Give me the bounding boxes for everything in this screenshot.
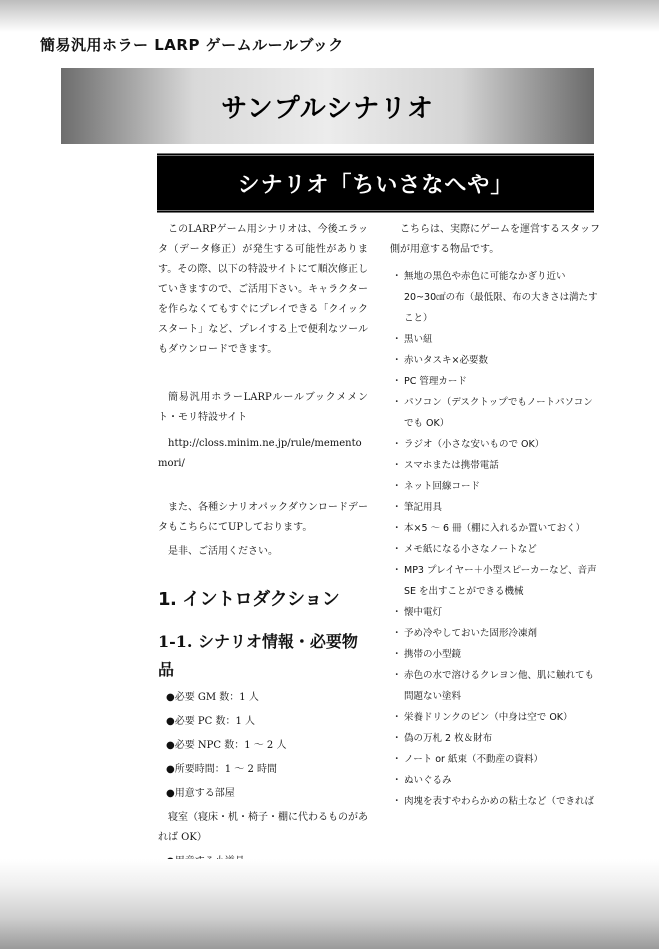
requirement-item: ●必要 NPC 数：1 〜 2 人 [166, 740, 287, 751]
bullet-icon: ・ [392, 397, 402, 408]
list-item-text: メモ紙になる小さなノートなど [404, 544, 537, 555]
bullet-icon: ・ [392, 376, 402, 387]
list-item-text: 懐中電灯 [404, 607, 443, 618]
please-use-text: 是非、ご活用ください。 [168, 546, 278, 557]
list-item [390, 392, 600, 434]
list-item [390, 728, 600, 749]
requirement-item: ●用意する部屋 [166, 788, 235, 799]
bullet-icon: ・ [392, 502, 402, 513]
section-banner [61, 68, 594, 144]
grunge-texture-top [0, 0, 659, 32]
list-item [390, 644, 600, 665]
list-item [390, 749, 600, 770]
list-item-text: 肉塊を表すやわらかめの粘土など（できれば [404, 796, 595, 807]
list-item [390, 665, 600, 707]
bullet-icon: ・ [392, 754, 402, 765]
list-item [390, 623, 600, 644]
list-item [390, 266, 600, 329]
bullet-icon: ・ [392, 733, 402, 744]
list-item [390, 329, 600, 350]
list-item-text: スマホまたは携帯電話 [404, 460, 499, 471]
list-item [390, 707, 600, 728]
requirement-item: ●必要 GM 数：1 人 [166, 692, 259, 703]
list-item [390, 518, 600, 539]
scenario-title: シナリオ「ちいさなへや」 [237, 172, 514, 198]
intro-paragraph: このLARPゲーム用シナリオは、今後エラッタ（データ修正）が発生する可能性があります。その際、以下の特設サイトにて順次修正していきますので、ご活用下さい。キャラクターを作らなくてもすぐにプレイできる「クイックスタート」など、プレイする上で便利なツールもダウンロードできます。 [158, 224, 368, 355]
list-item-text: ノート or 紙束（不動産の資料） [404, 754, 543, 765]
list-item [390, 455, 600, 476]
list-item-text: 携帯の小型鏡 [404, 649, 462, 660]
bullet-icon: ・ [392, 712, 402, 723]
bullet-icon: ・ [392, 649, 402, 660]
list-item-text: 偽の万札 2 枚＆財布 [404, 733, 493, 744]
list-item-text: 黒い紐 [404, 334, 433, 345]
grunge-texture-bottom [0, 859, 659, 949]
banner-title: サンプルシナリオ [221, 93, 434, 124]
bullet-icon: ・ [392, 523, 402, 534]
right-intro: こちらは、実際にゲームを運営するスタッフ側が用意する物品です。 [390, 224, 600, 255]
list-item-text: ぬいぐるみ [404, 775, 452, 786]
bullet-icon: ・ [392, 796, 402, 807]
bullet-icon: ・ [392, 670, 402, 681]
site-name: 簡易汎用ホラーLARPルールブックメメント・モリ特設サイト [158, 392, 368, 423]
list-item-text: 赤色の水で溶けるクレヨン他、肌に触れても問題ない塗料 [404, 670, 595, 702]
bullet-icon: ・ [392, 481, 402, 492]
list-item [390, 497, 600, 518]
list-item [390, 371, 600, 392]
section-heading: 1. イントロダクション [158, 589, 340, 610]
list-item-text: 栄養ドリンクのビン（中身は空で OK） [404, 712, 573, 723]
bullet-icon: ・ [392, 460, 402, 471]
list-item-text: 予め冷やしておいた固形冷凍剤 [404, 628, 538, 639]
list-item [390, 539, 600, 560]
bullet-icon: ・ [392, 334, 402, 345]
list-item [390, 602, 600, 623]
list-item [390, 350, 600, 371]
bullet-icon: ・ [392, 565, 402, 576]
bullet-icon: ・ [392, 271, 402, 282]
list-item-text: パソコン（デスクトップでもノートパソコンでも OK） [404, 397, 593, 429]
subsection-heading: 1-1. シナリオ情報・必要物品 [158, 632, 358, 679]
book-title: 簡易汎用ホラー LARP ゲームルールブック [40, 36, 344, 54]
list-item-text: 赤いタスキ×必要数 [404, 355, 488, 366]
scenario-title-box [157, 153, 594, 213]
requirement-item: ●必要 PC 数：1 人 [166, 716, 256, 727]
bullet-icon: ・ [392, 544, 402, 555]
list-item-text: 筆記用具 [404, 502, 443, 513]
list-item-text: MP3 プレイヤー＋小型スピーカーなど、音声 SE を出すことができる機械 [404, 565, 597, 597]
bullet-icon: ・ [392, 775, 402, 786]
site-url[interactable]: http://closs.minim.ne.jp/rule/mementomori/ [158, 438, 362, 469]
list-item [390, 560, 600, 602]
list-item-text: ラジオ（小さな安いもので OK） [404, 439, 545, 450]
list-item [390, 476, 600, 497]
bullet-icon: ・ [392, 607, 402, 618]
list-item-text: ネット回線コード [404, 481, 481, 492]
props-list [390, 266, 600, 812]
requirement-item: ●所要時間：1 〜 2 時間 [166, 764, 277, 775]
list-item [390, 791, 600, 812]
bullet-icon: ・ [392, 628, 402, 639]
list-item-text: 無地の黒色や赤色に可能なかぎり近い 20~30㎠の布（最低限、布の大きさは満たすこと） [404, 271, 598, 324]
room-detail: 寝室（寝床・机・椅子・棚に代わるものがあれば OK） [158, 812, 368, 843]
list-item-text: PC 管理カード [404, 376, 467, 387]
right-column [390, 220, 600, 812]
list-item [390, 770, 600, 791]
download-paragraph: また、各種シナリオパックダウンロードデータもこちらにてUPしております。 [158, 502, 368, 533]
bullet-icon: ・ [392, 439, 402, 450]
left-column [158, 220, 368, 876]
list-item [390, 434, 600, 455]
bullet-icon: ・ [392, 355, 402, 366]
list-item-text: 本×5 〜 6 冊（棚に入れるか置いておく） [404, 523, 586, 534]
